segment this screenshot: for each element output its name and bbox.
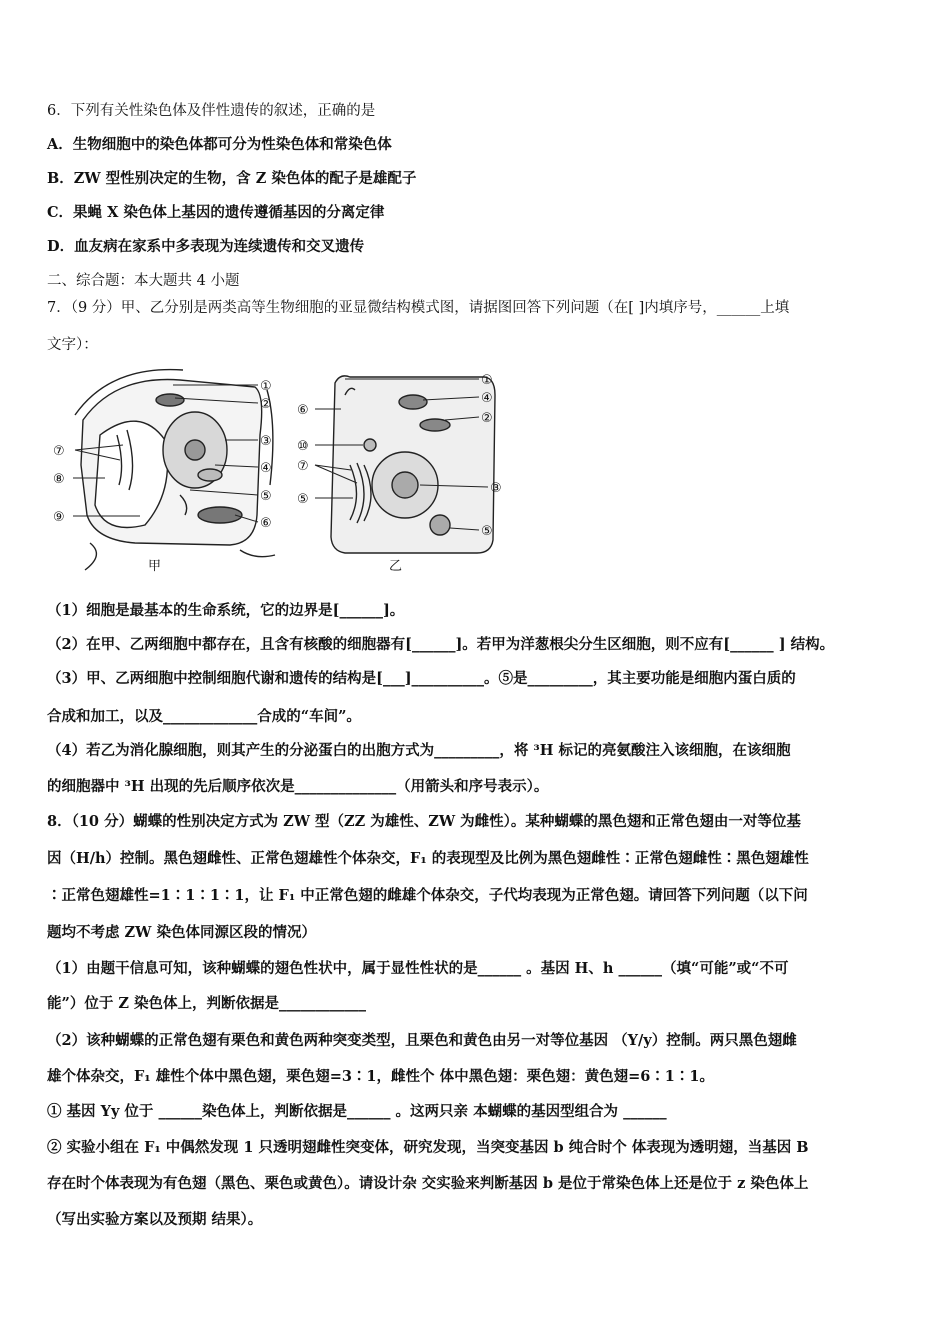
q8-stem-line3: ∶正常色翅雄性=1∶1∶1∶1，让 F₁ 中正常色翅的雌雄个体杂交，子代均表现为正常色翅。请回答下列问题（以下问 [47,887,808,904]
q6-option-c: C．果蝇 X 染色体上基因的遗传遵循基因的分离定律 [47,204,385,221]
q7-sub4-line1: （4）若乙为消化腺细胞，则其产生的分泌蛋白的出胞方式为_________，将 ³H 标记的亮氨酸注入该细胞，在该细胞 [47,742,791,759]
q8-sub1-line2: 能”）位于 Z 染色体上，判断依据是____________ [47,995,367,1012]
jia-label-1: ① [260,379,272,394]
q8-sub2-i: ① 基因 Yy 位于 ______染色体上，判断依据是______ 。这两只亲 本蝴蝶的基因型组合为 ______ [47,1103,667,1120]
q7-sub2: （2）在甲、乙两细胞中都存在，且含有核酸的细胞器有[______]。若甲为洋葱根尖分生区细胞，则不应有[______ ] 结构。 [47,636,835,653]
label-yi: 乙 [389,559,403,574]
yi-label-6: ⑥ [297,403,309,418]
jia-label-5: ⑤ [260,489,272,504]
yi-label-5b: ⑤ [481,524,493,539]
jia-label-7: ⑦ [53,444,65,459]
jia-label-3: ③ [260,434,272,449]
label-jia: 甲 [148,559,162,574]
q7-stem-line2: 文字）： [47,337,98,353]
yi-label-4: ④ [481,391,493,406]
q8-sub2-ii-line2: 存在时个体表现为有色翅（黑色、栗色或黄色）。请设计杂 交实验来判断基因 b 是位于常染色体上还是位于 z 染色体上 [47,1175,809,1192]
q8-sub1-line1: （1）由题干信息可知，该种蝴蝶的翅色性状中，属于显性性状的是______ 。基因 H、h ______（填“可能”或“不可 [47,960,789,977]
q8-sub2-line2: 雄个体杂交，F₁ 雄性个体中黑色翅，栗色翅=3∶1，雌性个 体中黑色翅：栗色翅：黄色翅=6∶1∶1。 [47,1068,714,1085]
jia-label-9: ⑨ [53,510,65,525]
jia-label-8: ⑧ [53,472,65,487]
q7-sub4-line2: 的细胞器中 ³H 出现的先后顺序依次是______________（用箭头和序号表示）。 [47,778,549,795]
yi-label-2: ② [481,411,493,426]
yi-label-10: ⑩ [297,439,309,454]
q8-sub2-ii-line3: （写出实验方案以及预期 结果）。 [47,1211,263,1228]
q8-sub2-ii-line1: ② 实验小组在 F₁ 中偶然发现 1 只透明翅雌性突变体，研究发现，当突变基因 b 纯合时个 体表现为透明翅，当基因 B [47,1139,809,1156]
jia-label-6: ⑥ [260,516,272,531]
q7-stem-line1: 7．（9 分）甲、乙分别是两类高等生物细胞的亚显微结构模式图，请据图回答下列问题（在[ ]内填序号，______上填 [47,300,790,316]
q6-stem: 6．下列有关性染色体及伴性遗传的叙述，正确的是 [47,103,376,119]
q7-sub3-line1: （3）甲、乙两细胞中控制细胞代谢和遗传的结构是[___]__________。⑤是_________，其主要功能是细胞内蛋白质的 [47,670,796,687]
cell-diagrams [45,365,515,580]
q7-sub3-line2: 合成和加工，以及_____________合成的“车间”。 [47,708,361,725]
animal-cell-yi [331,376,495,553]
yi-label-3: ③ [490,481,502,496]
section-heading: 二、综合题：本大题共 4 小题 [47,273,240,289]
q8-stem-line4: 题均不考虑 ZW 染色体同源区段的情况） [47,924,316,941]
q8-sub2-line1: （2）该种蝴蝶的正常色翅有栗色和黄色两种突变类型，且栗色和黄色由另一对等位基因 （Y/y）控制。两只黑色翅雌 [47,1032,797,1049]
plant-cell-jia [75,370,275,570]
yi-label-5a: ⑤ [297,492,309,507]
q8-stem-line1: 8．（10 分）蝴蝶的性别决定方式为 ZW 型（ZZ 为雄性、ZW 为雌性）。某种蝴蝶的黑色翅和正常色翅由一对等位基 [47,813,801,830]
q7-sub1: （1）细胞是最基本的生命系统，它的边界是[______]。 [47,602,405,619]
yi-label-1: ① [481,373,493,388]
q8-stem-line2: 因（H/h）控制。黑色翅雌性、正常色翅雄性个体杂交，F₁ 的表现型及比例为黑色翅雌性∶正常色翅雌性∶黑色翅雄性 [47,850,809,867]
q6-option-a: A．生物细胞中的染色体都可分为性染色体和常染色体 [47,136,392,153]
cell-structure-figure [45,365,515,580]
jia-label-4: ④ [260,461,272,476]
q6-option-d: D．血友病在家系中多表现为连续遗传和交叉遗传 [47,238,365,255]
q6-option-b: B．ZW 型性别决定的生物，含 Z 染色体的配子是雄配子 [47,170,417,187]
yi-label-7: ⑦ [297,459,309,474]
jia-label-2: ② [260,397,272,412]
